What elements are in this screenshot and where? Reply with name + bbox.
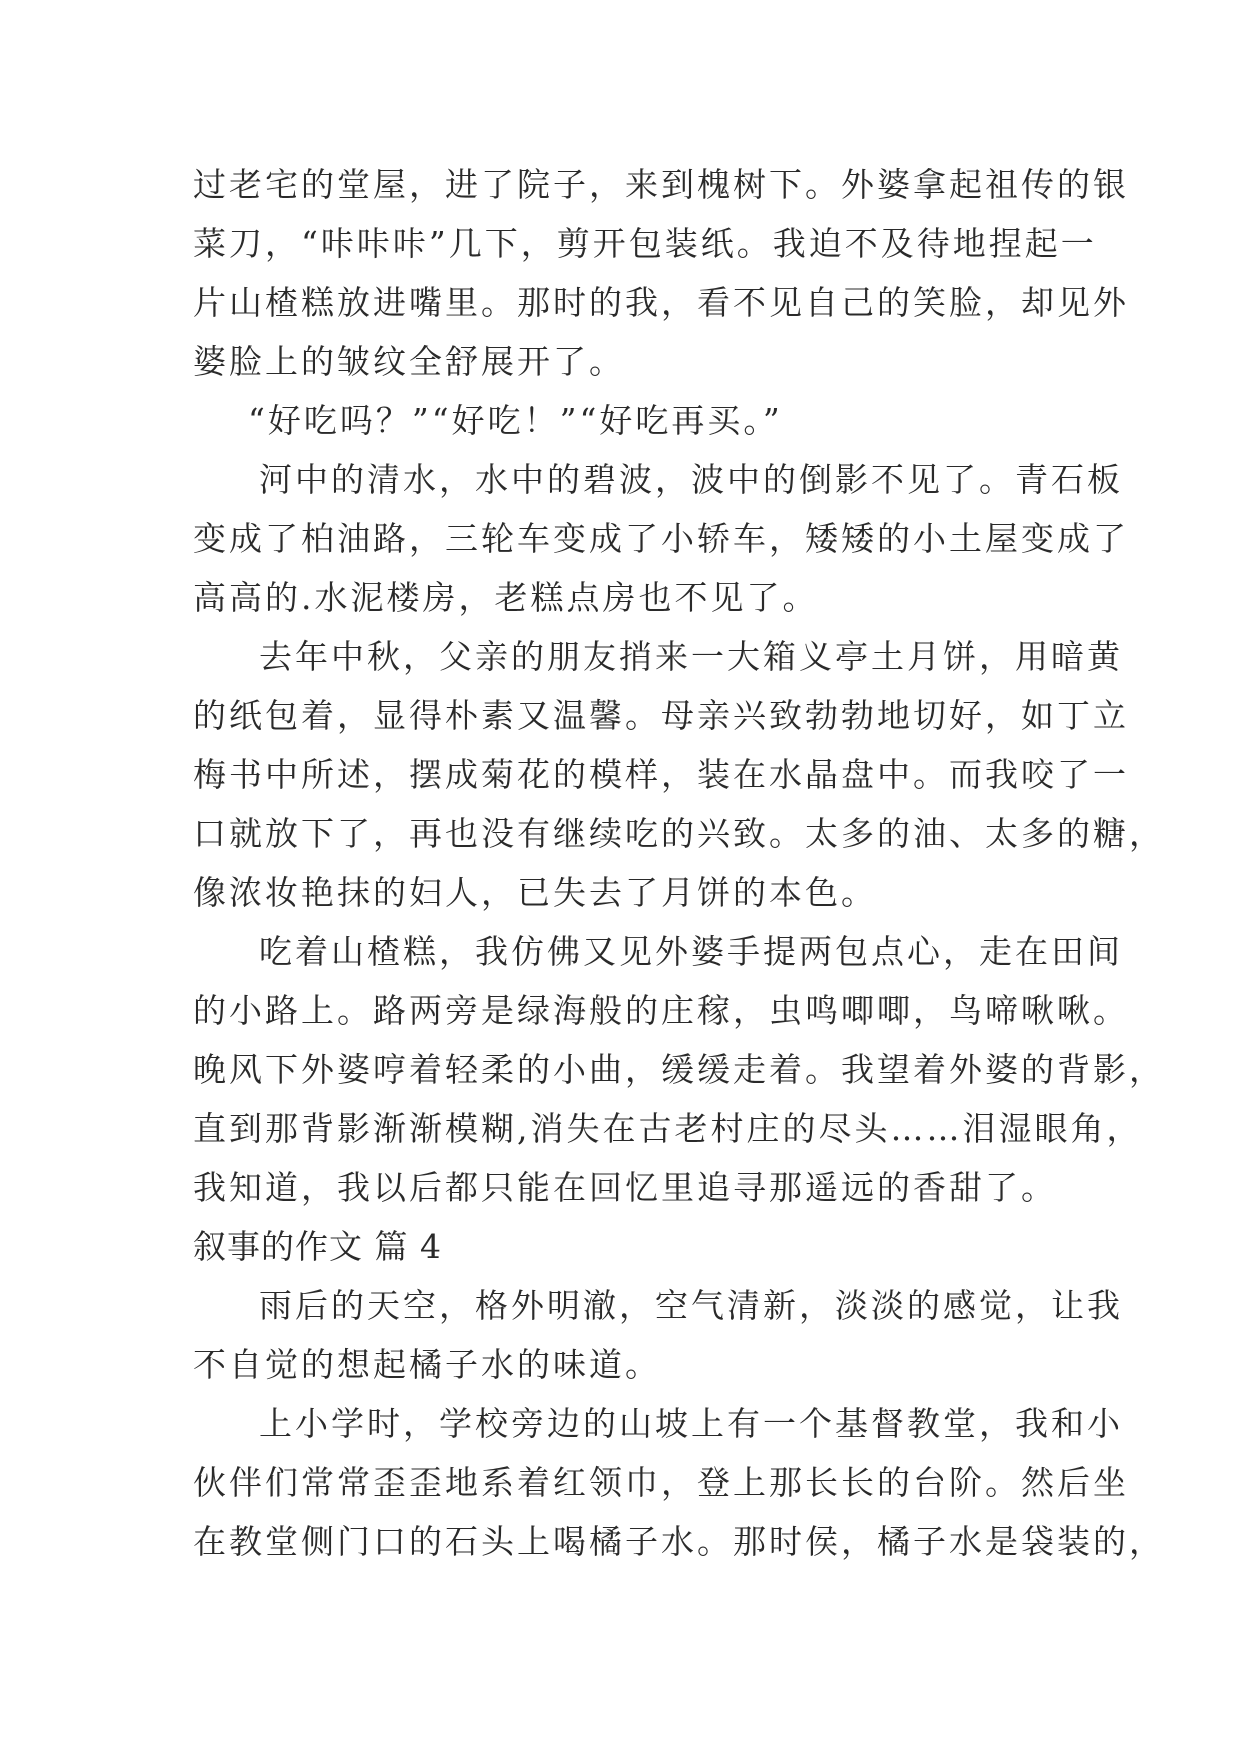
paragraph-line: 伙伴们常常歪歪地系着红领巾，登上那长长的台阶。然后坐 (193, 1463, 1129, 1502)
paragraph-line: 的纸包着，显得朴素又温馨。母亲兴致勃勃地切好，如丁立 (193, 696, 1129, 735)
paragraph-line: 像浓妆艳抹的妇人，已失去了月饼的本色。 (193, 873, 877, 912)
dialogue-line: “好吃吗？”“好吃！”“好吃再买。” (248, 401, 783, 440)
paragraph-line: 我知道，我以后都只能在回忆里追寻那遥远的香甜了。 (193, 1168, 1057, 1207)
paragraph-line: 晚风下外婆哼着轻柔的小曲，缓缓走着。我望着外婆的背影， (193, 1050, 1165, 1089)
paragraph-line: 高高的.水泥楼房，老糕点房也不见了。 (193, 578, 819, 617)
section-heading: 叙事的作文 篇 4 (193, 1227, 442, 1266)
paragraph-line: 去年中秋，父亲的朋友捎来一大箱义亭土月饼，用暗黄 (259, 637, 1123, 676)
paragraph-line: 片山楂糕放进嘴里。那时的我，看不见自己的笑脸，却见外 (193, 283, 1129, 322)
paragraph-line: 菜刀，“咔咔咔”几下，剪开包装纸。我迫不及待地捏起一 (193, 224, 1097, 263)
paragraph-line: 不自觉的想起橘子水的味道。 (193, 1345, 661, 1384)
paragraph-line: 吃着山楂糕，我仿佛又见外婆手提两包点心，走在田间 (259, 932, 1123, 971)
paragraph-line: 上小学时，学校旁边的山坡上有一个基督教堂，我和小 (259, 1404, 1123, 1443)
paragraph-line: 梅书中所述，摆成菊花的模样，装在水晶盘中。而我咬了一 (193, 755, 1129, 794)
paragraph-line: 口就放下了，再也没有继续吃的兴致。太多的油、太多的糖， (193, 814, 1165, 853)
paragraph-line: 过老宅的堂屋，进了院子，来到槐树下。外婆拿起祖传的银 (193, 165, 1129, 204)
paragraph-line: 雨后的天空，格外明澈，空气清新，淡淡的感觉，让我 (259, 1286, 1123, 1325)
paragraph-line: 的小路上。路两旁是绿海般的庄稼，虫鸣唧唧，鸟啼啾啾。 (193, 991, 1129, 1030)
paragraph-line: 在教堂侧门口的石头上喝橘子水。那时侯，橘子水是袋装的， (193, 1522, 1165, 1561)
document-body (193, 155, 1165, 1571)
paragraph-line: 婆脸上的皱纹全舒展开了。 (193, 342, 625, 381)
paragraph-line: 直到那背影渐渐模糊,消失在古老村庄的尽头……泪湿眼角， (193, 1109, 1143, 1148)
paragraph-line: 河中的清水，水中的碧波，波中的倒影不见了。青石板 (259, 460, 1123, 499)
paragraph-line: 变成了柏油路，三轮车变成了小轿车，矮矮的小土屋变成了 (193, 519, 1129, 558)
